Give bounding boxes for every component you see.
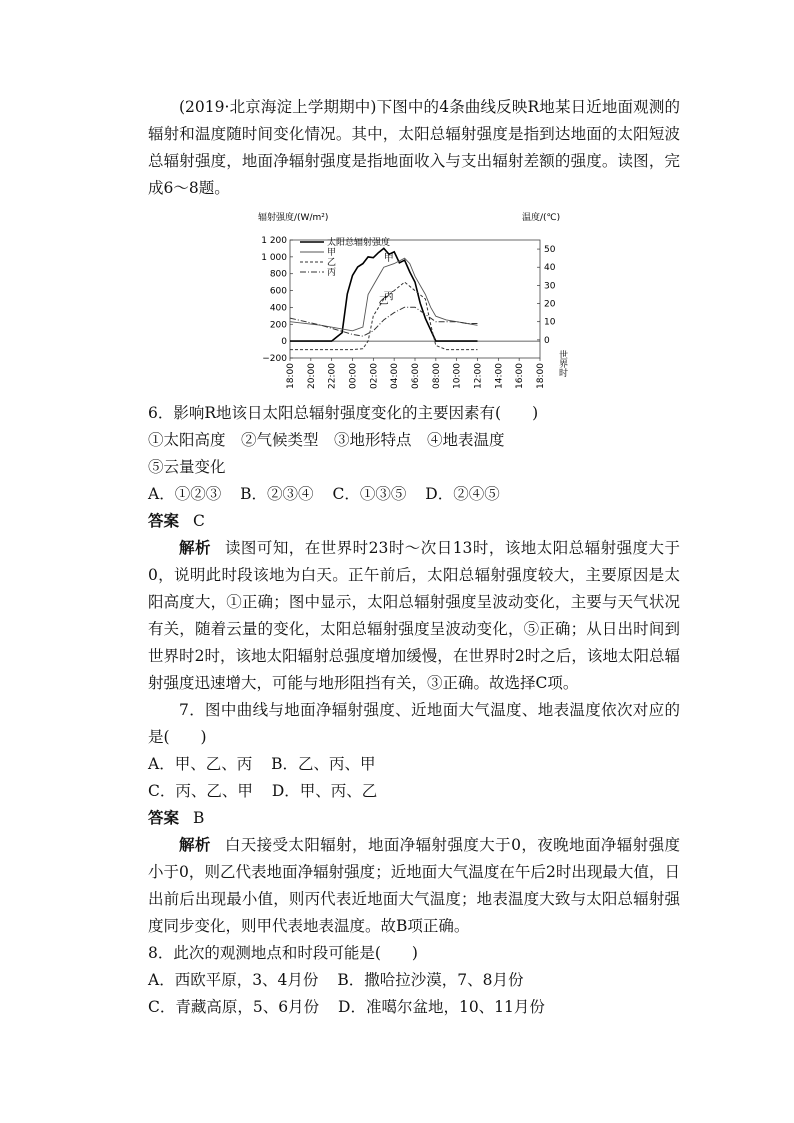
q8-option-c: C．青藏高原，5、6月份: [148, 998, 320, 1016]
x-tick-label: 18:00: [536, 363, 546, 389]
q7-options-1: [148, 751, 390, 778]
x-tick-label: 20:00: [306, 363, 317, 389]
x-tick-label: 22:00: [327, 363, 338, 389]
q7-analysis-text: 白天接受太阳辐射，地面净辐射强度大于0，夜晚地面净辐射强度小于0，则乙代表地面净辐射强度；近地面大气温度在午后2时出现最大值，日出前后出现最小值，则丙代表近地面大气温度；地表温度大致与太阳总辐射强度同步变化，则甲代表地表温度。故B项正确。: [148, 836, 680, 935]
q8-option-a: A．西欧平原，3、4月份: [148, 971, 319, 989]
left-tick-label: 200: [269, 320, 287, 331]
q6-options: [148, 481, 514, 508]
q7-stem: 7．图中曲线与地面净辐射强度、近地面大气温度、地表温度依次对应的是( ): [148, 701, 680, 746]
left-tick-label: 0: [281, 337, 287, 348]
radiation-temperature-chart: [252, 208, 582, 394]
series-line-bing: [290, 307, 478, 336]
left-tick-label: 600: [269, 286, 287, 297]
x-tick-label: 10:00: [452, 363, 463, 389]
q7-analysis: [148, 832, 680, 940]
left-tick-label: −200: [262, 354, 287, 364]
right-tick-label: 30: [544, 281, 556, 292]
right-tick-label: 40: [544, 263, 556, 274]
q7-answer: [148, 805, 204, 832]
q8-option-b: B．撒哈拉沙漠，7、8月份: [337, 971, 524, 989]
q7-option-c: C．丙、乙、甲: [148, 782, 253, 800]
q6-stem: 6．影响R地该日太阳总辐射强度变化的主要因素有( ): [148, 404, 539, 422]
q6-analysis-text: 读图可知，在世界时23时～次日13时，该地太阳总辐射强度大于0，说明此时段该地为白天。正午前后，太阳总辐射强度较大，主要原因是太阳高度大，①正确；图中显示，太阳总辐射强度呈波动变化，主要与天气状况有关，随着云量的变化，太阳总辐射强度呈波动变化，⑤正确；从日出时间到世界时2时，该地太阳辐射总强度增加缓慢，在世界时2时之后，该地太阳总辐射强度迅速增大，可能与地形阻挡有关，③正确。故选择C项。: [148, 539, 680, 692]
left-tick-label: 1 000: [261, 252, 287, 263]
q6-answer-value: C: [193, 512, 205, 530]
q8-options-1: [148, 967, 537, 994]
x-tick-label: 14:00: [494, 363, 505, 389]
curve-annotation: 甲: [383, 253, 394, 265]
x-tick-label: 04:00: [390, 363, 401, 389]
x-tick-label: 12:00: [473, 363, 484, 389]
q6-option-c: C．①③⑤: [332, 485, 407, 503]
q7-option-b: B．乙、丙、甲: [271, 755, 376, 773]
legend-label: 太阳总辐射强度: [327, 238, 391, 248]
right-tick-label: 10: [544, 317, 556, 328]
answer-label: 答案: [148, 512, 180, 530]
q6-option-b: B．②③④: [240, 485, 314, 503]
legend-label: 丙: [327, 268, 337, 278]
right-tick-label: 20: [544, 299, 556, 310]
q8-options-2: [148, 994, 559, 1021]
legend-label: 甲: [327, 248, 337, 258]
q6-option-d: D．②④⑤: [425, 485, 500, 503]
legend-label: 乙: [327, 258, 337, 268]
right-tick-label: 0: [544, 335, 550, 346]
q6-option-a: A．①②③: [148, 485, 222, 503]
q7-option-d: D．甲、丙、乙: [271, 782, 378, 800]
analysis-label: 解析: [179, 539, 211, 557]
left-tick-label: 1 200: [261, 236, 287, 246]
x-tick-label: 18:00: [286, 363, 296, 389]
x-tick-label: 08:00: [431, 363, 442, 389]
intro-paragraph: (2019·北京海淀上学期期中)下图中的4条曲线反映R地某日近地面观测的辐射和温度随时间变化情况。其中，太阳总辐射强度是指到达地面的太阳短波总辐射强度，地面净辐射强度是指地面收入与支出辐射差额的强度。读图，完成6～8题。: [148, 98, 680, 197]
x-axis-label: 世界时: [557, 350, 567, 377]
q6-answer: [148, 508, 205, 535]
x-tick-label: 00:00: [348, 363, 359, 389]
right-axis-label: 温度/(℃): [522, 213, 561, 223]
q7-option-a: A．甲、乙、丙: [148, 755, 253, 773]
q6-analysis: [148, 535, 680, 697]
x-tick-label: 02:00: [369, 363, 380, 389]
left-tick-label: 800: [269, 269, 287, 280]
q7-options-2: [148, 778, 391, 805]
left-axis-label: 辐射强度/(W/m²): [258, 213, 329, 223]
curve-annotation: 丙: [383, 291, 394, 303]
q6-items-2: ⑤云量变化: [148, 458, 226, 476]
q7-answer-value: B: [193, 809, 205, 827]
answer-label: 答案: [148, 809, 180, 827]
analysis-label: 解析: [179, 836, 211, 854]
q8-stem: 8．此次的观测地点和时段可能是( ): [148, 944, 418, 962]
q8-option-d: D．准噶尔盆地，10、11月份: [338, 998, 545, 1016]
left-tick-label: 400: [269, 303, 287, 314]
x-tick-label: 16:00: [515, 363, 526, 389]
right-tick-label: 50: [544, 245, 556, 256]
x-tick-label: 06:00: [411, 363, 421, 389]
curve-annotation: 乙: [378, 296, 389, 308]
q6-items-1: ①太阳高度 ②气候类型 ③地形特点 ④地表温度: [148, 431, 505, 449]
